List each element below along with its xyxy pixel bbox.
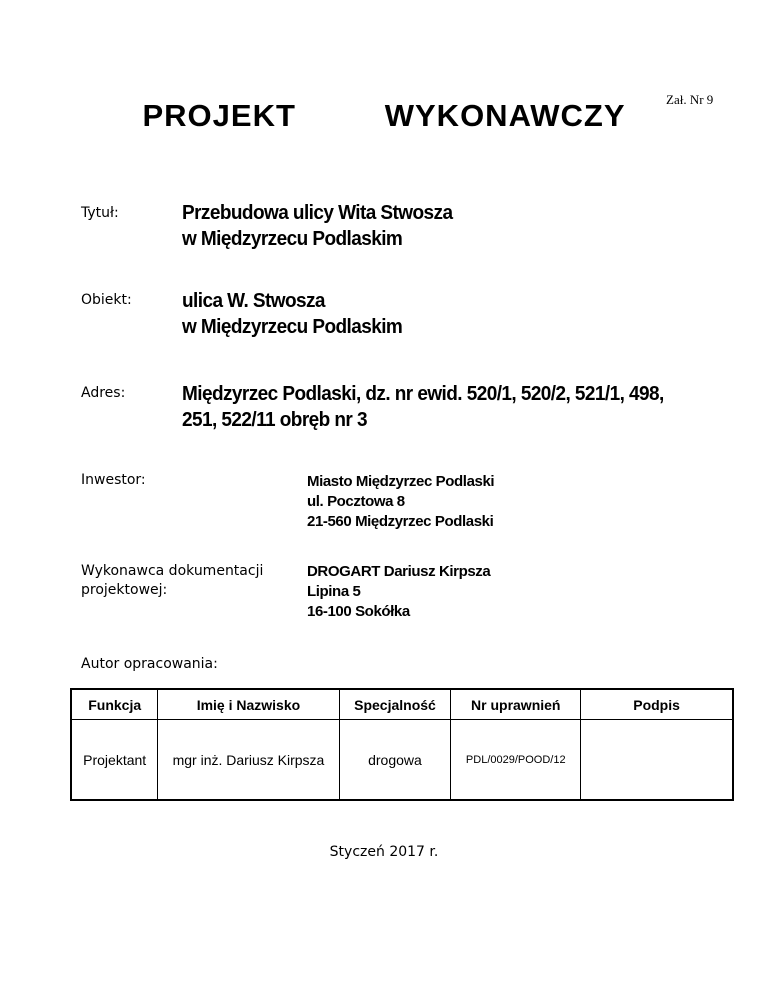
- adres-label: Adres:: [81, 385, 126, 401]
- page-title: PROJEKT WYKONAWCZY: [142, 98, 626, 133]
- cell-specjalnosc: drogowa: [339, 720, 451, 801]
- table-row: [71, 720, 733, 801]
- header-nr-uprawnien: Nr uprawnień: [451, 689, 581, 720]
- header-podpis: Podpis: [581, 689, 733, 720]
- wykonawca-value: [307, 562, 490, 622]
- wykonawca-line-2: Lipina 5: [307, 583, 361, 600]
- inwestor-label: Inwestor:: [81, 472, 146, 488]
- inwestor-value: [307, 472, 494, 532]
- tytul-value: [182, 200, 452, 252]
- obiekt-label: Obiekt:: [81, 292, 132, 308]
- header-imie-nazwisko: Imię i Nazwisko: [158, 689, 339, 720]
- table-header-row: [71, 689, 733, 720]
- inwestor-line-3: 21-560 Międzyrzec Podlaski: [307, 513, 494, 530]
- cell-nr-uprawnien: PDL/0029/POOD/12: [451, 720, 581, 801]
- attachment-number: Zał. Nr 9: [666, 92, 714, 107]
- inwestor-line-1: Miasto Międzyrzec Podlaski: [307, 473, 495, 490]
- cell-imie-nazwisko: mgr inż. Dariusz Kirpsza: [158, 720, 339, 801]
- inwestor-line-2: ul. Pocztowa 8: [307, 493, 405, 510]
- header-specjalnosc: Specjalność: [339, 689, 451, 720]
- wykonawca-line-3: 16-100 Sokółka: [307, 603, 410, 620]
- signature-table: [70, 688, 734, 801]
- document-date: Styczeń 2017 r.: [329, 844, 439, 860]
- obiekt-value: [182, 288, 402, 340]
- cell-funkcja: Projektant: [71, 720, 158, 801]
- obiekt-line-1: ulica W. Stwosza: [182, 290, 325, 312]
- adres-line-2: 251, 522/11 obręb nr 3: [182, 409, 367, 431]
- adres-value: [182, 381, 664, 433]
- obiekt-line-2: w Międzyrzecu Podlaskim: [182, 316, 403, 338]
- wykonawca-line-1: DROGART Dariusz Kirpsza: [307, 563, 491, 580]
- tytul-line-2: w Międzyrzecu Podlaskim: [182, 228, 403, 250]
- autor-label: Autor opracowania:: [81, 656, 218, 672]
- wykonawca-label: [81, 562, 263, 600]
- tytul-label: Tytuł:: [81, 205, 119, 221]
- cell-podpis: [581, 720, 733, 801]
- header-funkcja: Funkcja: [71, 689, 158, 720]
- wykonawca-label-line-1: Wykonawca dokumentacji: [81, 563, 264, 579]
- tytul-line-1: Przebudowa ulicy Wita Stwosza: [182, 202, 453, 224]
- wykonawca-label-line-2: projektowej:: [81, 582, 168, 598]
- adres-line-1: Międzyrzec Podlaski, dz. nr ewid. 520/1, 520/2, 521/1, 498,: [182, 383, 664, 405]
